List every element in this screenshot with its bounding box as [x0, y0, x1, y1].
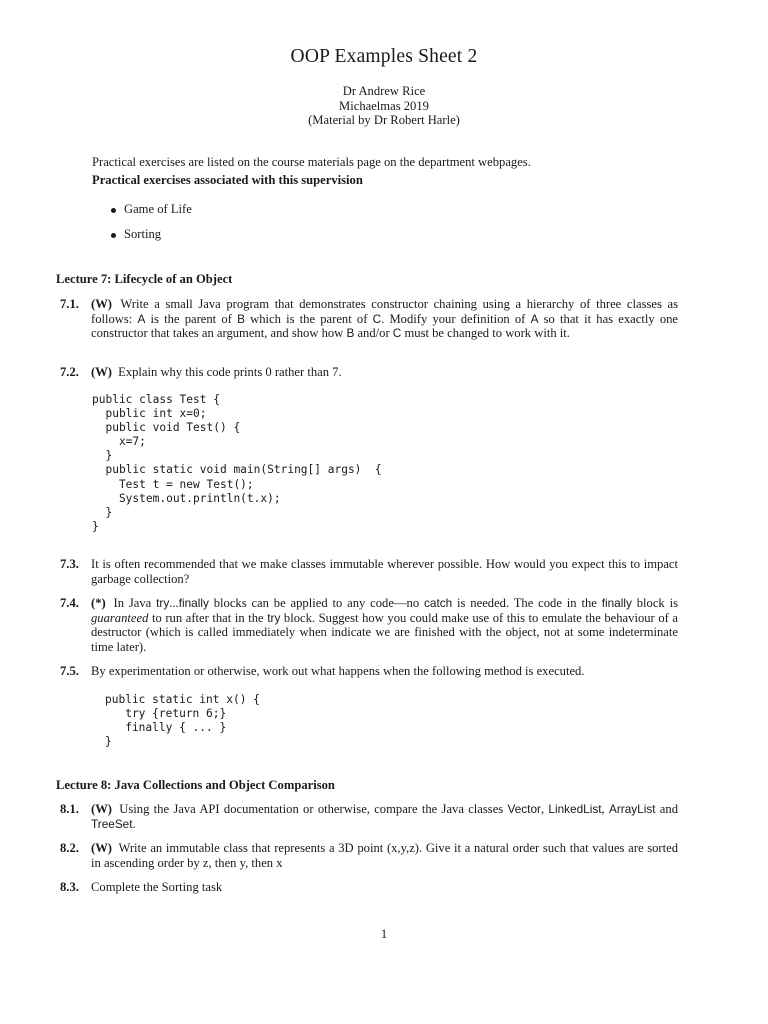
- question-text: Write an immutable class that represents a 3D point (x,y,z). Give it a natural order such that values are sorted in ascending order by z, then y, then x: [91, 841, 679, 870]
- question-tag: (W): [91, 297, 112, 311]
- question-number: 7.5.: [60, 664, 79, 678]
- question-text: ,: [540, 802, 549, 816]
- section-heading-lecture-7: Lecture 7: Lifecycle of an Object: [56, 272, 233, 286]
- question-body: [91, 841, 678, 870]
- list-item: [110, 227, 192, 252]
- author-block: [0, 84, 768, 128]
- page-number: 1: [380, 927, 388, 941]
- question-7-4: [56, 596, 678, 654]
- question-text: block is: [631, 596, 678, 610]
- question-text: In Java: [113, 596, 157, 610]
- question-tag: (W): [91, 365, 112, 379]
- practical-list: [110, 202, 192, 251]
- question-text: is the parent of: [145, 311, 238, 326]
- code-block-try-finally: public static int x() { try {return 6;} finally { ... } }: [105, 693, 260, 749]
- keyword: finally: [601, 596, 632, 610]
- bullet-icon: [111, 233, 116, 238]
- question-text: and/or: [354, 326, 393, 341]
- question-text: Using the Java API documentation or otherwise, compare the Java classes: [119, 802, 508, 816]
- question-body: [91, 365, 678, 380]
- question-number: 7.4.: [60, 596, 79, 610]
- term-date: Michaelmas 2019: [339, 98, 429, 113]
- bullet-icon: [111, 208, 116, 213]
- question-text: so that it has exactly one constructor that takes an argument, and show how: [91, 311, 679, 341]
- question-text: which is the parent of: [244, 311, 373, 326]
- keyword: try: [156, 596, 170, 610]
- question-tag: (W): [91, 841, 112, 855]
- class-name: B: [346, 326, 355, 341]
- question-tag: (W): [91, 802, 112, 816]
- question-7-1: [56, 297, 678, 341]
- class-name: A: [530, 311, 539, 326]
- question-text: ,: [601, 802, 605, 816]
- list-item-label: Sorting: [124, 226, 162, 241]
- question-body: [91, 802, 678, 831]
- emphasis-text: guaranteed: [91, 610, 149, 625]
- question-text: and: [655, 802, 678, 816]
- class-name: A: [137, 311, 146, 326]
- question-text: It is often recommended that we make classes immutable wherever possible. How would you expect this to impact garbage collection?: [91, 557, 678, 586]
- class-name: ArrayList: [608, 802, 656, 816]
- question-8-1: [56, 802, 678, 831]
- question-text: . Modify your definition of: [381, 311, 531, 326]
- material-credit: (Material by Dr Robert Harle): [308, 113, 460, 127]
- question-tag: (*): [91, 596, 106, 610]
- question-text: must be changed to work with it.: [401, 326, 570, 341]
- question-text: to run after that in the: [148, 610, 268, 625]
- class-name: LinkedList: [548, 802, 602, 816]
- question-text: .: [132, 816, 136, 831]
- question-text: By experimentation or otherwise, work out what happens when the following method is executed.: [91, 664, 585, 678]
- question-8-2: [56, 841, 678, 870]
- question-text: Complete the Sorting task: [91, 880, 223, 894]
- question-7-3: [56, 557, 678, 586]
- keyword: try: [267, 610, 281, 625]
- question-text: block. Suggest how you could make use of this to emulate the behaviour of a destructor (which is called immediately when indicate we are finished with the object, not at some indeterminate time later).: [91, 610, 678, 654]
- class-name: C: [372, 311, 382, 326]
- question-text: blocks can be applied to any code—no: [208, 596, 424, 610]
- question-number: 8.1.: [60, 802, 79, 816]
- class-name: Vector: [507, 802, 541, 816]
- question-number: 8.3.: [60, 880, 79, 894]
- section-heading-lecture-8: Lecture 8: Java Collections and Object Comparison: [56, 778, 335, 792]
- question-text: Explain why this code prints 0 rather than 7.: [118, 365, 342, 379]
- question-body: [91, 596, 678, 654]
- class-name: TreeSet: [91, 816, 133, 831]
- class-name: B: [237, 311, 245, 326]
- list-item: [110, 202, 192, 227]
- question-body: [91, 297, 678, 341]
- question-8-3: [56, 880, 678, 895]
- question-7-2: [56, 365, 678, 380]
- question-number: 7.1.: [60, 297, 79, 311]
- question-number: 7.2.: [60, 365, 79, 379]
- question-number: 8.2.: [60, 841, 79, 855]
- question-text: Write a small Java program that demonstrates constructor chaining using a hierarchy of three classes as follows:: [91, 297, 678, 326]
- question-text: ...: [169, 596, 179, 610]
- document-title: OOP Examples Sheet 2: [290, 46, 478, 67]
- intro-text: Practical exercises are listed on the course materials page on the department webpages.: [92, 155, 531, 169]
- keyword: finally: [178, 596, 209, 610]
- author-name: Dr Andrew Rice: [342, 84, 426, 98]
- keyword: catch: [423, 596, 453, 610]
- list-item-label: Game of Life: [124, 202, 192, 216]
- class-name: C: [392, 326, 402, 341]
- question-number: 7.3.: [60, 557, 79, 571]
- code-block-test-class: public class Test { public int x=0; public void Test() { x=7; } public static void main(String[] args) { Test t = new Test(); System.out.println(t.x); } }: [92, 393, 382, 533]
- question-7-5: [56, 664, 678, 679]
- question-text: is needed. The code in the: [452, 596, 602, 610]
- practical-heading: Practical exercises associated with this supervision: [92, 173, 363, 187]
